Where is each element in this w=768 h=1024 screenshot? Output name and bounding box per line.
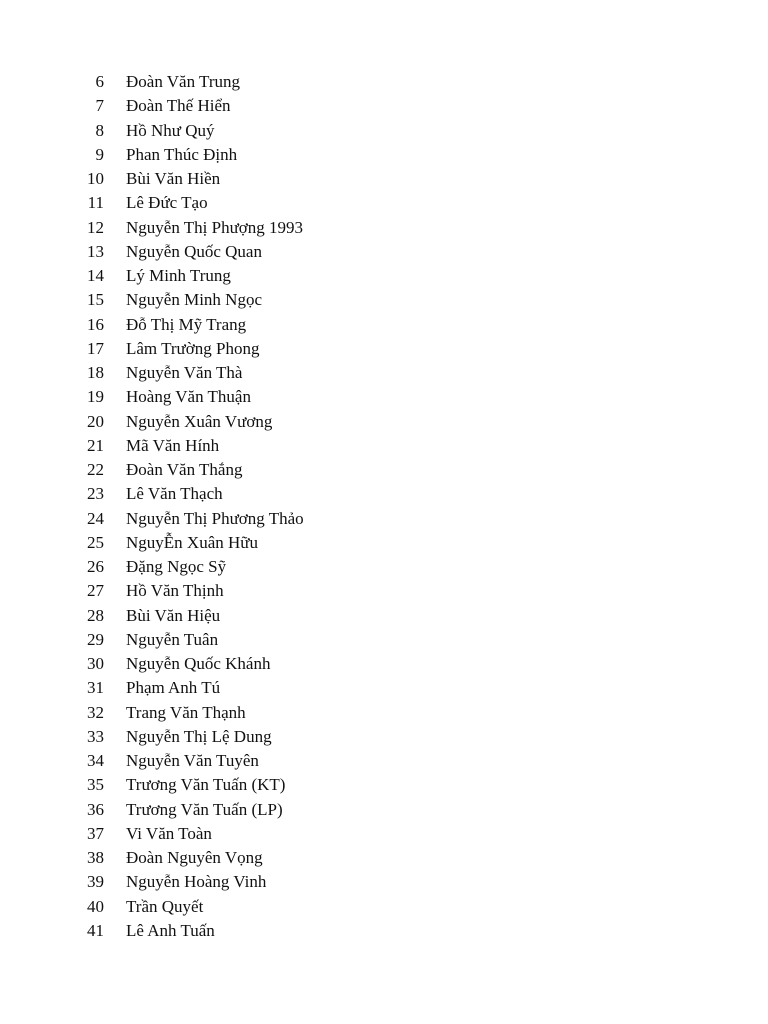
row-number: 41	[87, 920, 104, 940]
list-item	[0, 895, 768, 919]
person-name: Bùi Văn Hiệu	[126, 605, 221, 625]
list-item	[0, 216, 768, 240]
list-item	[0, 531, 768, 555]
row-number: 30	[87, 654, 104, 673]
row-number: 8	[95, 120, 104, 140]
list-item	[0, 361, 768, 385]
person-name: Lâm Trường Phong	[126, 338, 260, 358]
row-number: 19	[87, 387, 104, 407]
person-name: Nguyễn Xuân Vương	[126, 411, 273, 431]
list-item	[0, 725, 768, 749]
person-name: Đoàn Văn Trung	[126, 72, 240, 91]
list-item	[0, 773, 768, 797]
list-item	[0, 846, 768, 870]
list-item	[0, 167, 768, 191]
row-number: 35	[87, 775, 104, 795]
person-name: Nguyễn Văn Tuyên	[126, 751, 259, 770]
person-name: Trương Văn Tuấn (LP)	[126, 799, 283, 819]
person-name: Hồ Như Quý	[126, 120, 215, 140]
list-item	[0, 604, 768, 628]
person-name: Lê Văn Thạch	[126, 484, 223, 504]
row-number: 10	[87, 169, 104, 188]
list-item	[0, 313, 768, 337]
row-number: 11	[87, 193, 104, 213]
person-name: Đoàn Nguyên Vọng	[126, 848, 263, 867]
person-name: Hoàng Văn Thuận	[126, 387, 251, 407]
list-item	[0, 143, 768, 167]
list-item	[0, 798, 768, 822]
person-name: Nguyễn Thị Phương Thảo	[126, 508, 304, 528]
list-item	[0, 870, 768, 894]
list-item	[0, 482, 768, 506]
row-number: 16	[87, 314, 104, 334]
person-name: Nguyễn Minh Ngọc	[126, 290, 262, 310]
row-number: 7	[95, 96, 104, 116]
person-name: Nguyễn Quốc Khánh	[126, 654, 271, 673]
list-item	[0, 264, 768, 288]
person-name: Nguyễn Thị Lệ Dung	[126, 726, 272, 746]
person-name: Đỗ Thị Mỹ Trang	[126, 314, 247, 334]
row-number: 31	[87, 678, 104, 698]
row-number: 24	[87, 508, 104, 528]
row-number: 6	[95, 72, 104, 91]
list-item	[0, 919, 768, 943]
person-name: Nguyễn Hoàng Vinh	[126, 872, 267, 892]
row-number: 22	[87, 460, 104, 479]
list-item	[0, 434, 768, 458]
list-item	[0, 240, 768, 264]
row-number: 18	[87, 363, 104, 382]
row-number: 17	[87, 338, 104, 358]
row-number: 29	[87, 629, 104, 649]
list-item	[0, 458, 768, 482]
list-item	[0, 288, 768, 312]
person-name: Nguyễn Tuân	[126, 629, 219, 649]
person-name: Phạm Anh Tú	[126, 678, 221, 698]
row-number: 40	[87, 896, 104, 916]
list-item	[0, 94, 768, 118]
list-item	[0, 119, 768, 143]
person-name: Trương Văn Tuấn (KT)	[126, 775, 286, 795]
row-number: 28	[87, 605, 104, 625]
row-number: 15	[87, 290, 104, 310]
list-item	[0, 749, 768, 773]
row-number: 38	[87, 848, 104, 867]
list-item	[0, 822, 768, 846]
list-item	[0, 410, 768, 434]
person-name: Bùi Văn Hiền	[126, 169, 221, 188]
list-item	[0, 628, 768, 652]
list-item	[0, 555, 768, 579]
person-name: Trang Văn Thạnh	[126, 702, 246, 722]
row-number: 26	[87, 557, 104, 576]
person-name: Đoàn Thế Hiển	[126, 96, 231, 116]
person-name: Vi Văn Toàn	[126, 823, 212, 843]
name-list	[0, 70, 768, 943]
row-number: 36	[87, 799, 104, 819]
row-number: 37	[87, 823, 104, 843]
row-number: 21	[87, 435, 104, 455]
list-item	[0, 676, 768, 700]
person-name: Nguyễn Văn Thà	[126, 363, 243, 382]
row-number: 39	[87, 872, 104, 892]
person-name: Lê Đức Tạo	[126, 193, 208, 213]
row-number: 23	[87, 484, 104, 504]
row-number: 32	[87, 702, 104, 722]
person-name: Nguyễn Quốc Quan	[126, 241, 262, 261]
person-name: NguyỄn Xuân Hữu	[126, 532, 258, 552]
row-number: 12	[87, 217, 104, 237]
list-item	[0, 337, 768, 361]
person-name: Trần Quyết	[126, 896, 204, 916]
row-number: 13	[87, 241, 104, 261]
person-name: Phan Thúc Định	[126, 144, 238, 164]
list-item	[0, 701, 768, 725]
row-number: 20	[87, 411, 104, 431]
person-name: Đoàn Văn Thắng	[126, 460, 243, 479]
list-item	[0, 385, 768, 409]
person-name: Mã Văn Hính	[126, 435, 220, 455]
list-item	[0, 70, 768, 94]
row-number: 25	[87, 532, 104, 552]
row-number: 14	[87, 266, 104, 285]
list-item	[0, 652, 768, 676]
list-item	[0, 507, 768, 531]
list-item	[0, 579, 768, 603]
person-name: Nguyễn Thị Phượng 1993	[126, 217, 304, 237]
person-name: Lê Anh Tuấn	[126, 920, 215, 940]
row-number: 9	[95, 144, 104, 164]
row-number: 27	[87, 581, 104, 601]
person-name: Hồ Văn Thịnh	[126, 581, 224, 601]
row-number: 34	[87, 751, 104, 770]
person-name: Đặng Ngọc Sỹ	[126, 557, 227, 576]
list-item	[0, 191, 768, 215]
person-name: Lý Minh Trung	[126, 266, 231, 285]
row-number: 33	[87, 726, 104, 746]
